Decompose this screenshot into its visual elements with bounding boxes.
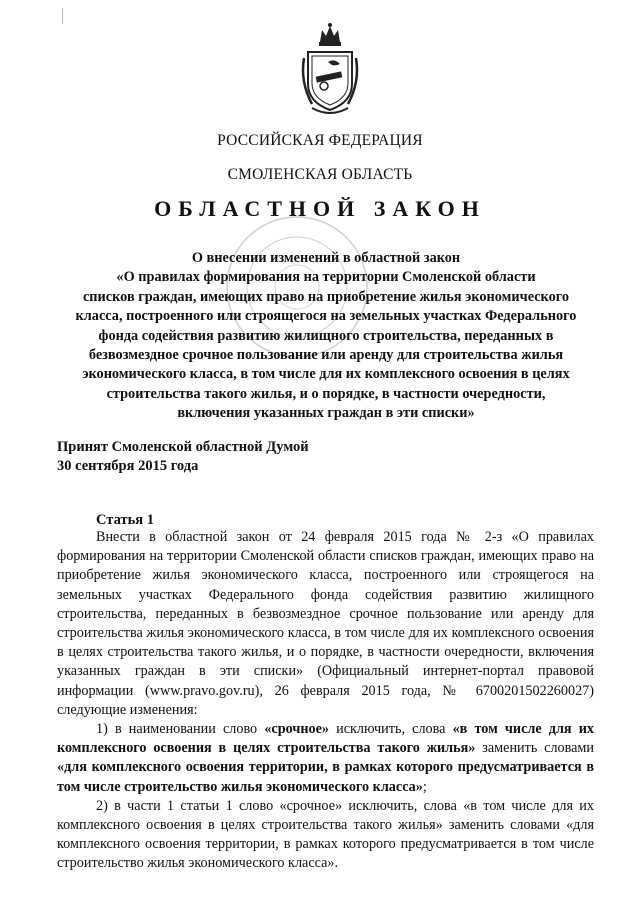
item-text-bold: «срочное» [264, 721, 329, 738]
document-type: ОБЛАСТНОЙ ЗАКОН [154, 196, 486, 221]
law-title [58, 249, 594, 424]
law-title-line: класса, построенного или строящегося на земельных участках Федерального [75, 308, 577, 325]
item-text: исключить, слова [328, 721, 453, 738]
article-heading: Статья 1 [96, 512, 154, 528]
adopted-date: 30 сентября 2015 года [57, 458, 199, 474]
country-name: РОССИЙСКАЯ ФЕДЕРАЦИЯ [217, 132, 423, 149]
article-body [57, 528, 594, 874]
law-title-line: «О правилах формирования на территории Смоленской области [116, 269, 536, 286]
item-text: заменить словами [475, 740, 595, 757]
region-name: СМОЛЕНСКАЯ ОБЛАСТЬ [227, 166, 413, 183]
law-title-line: фонда содействия развитию жилищного строительства, переданных в [98, 327, 554, 344]
coat-of-arms-icon [298, 22, 362, 120]
adopted-by: Принят Смоленской областной Думой [57, 439, 309, 455]
article-item-2: 2) в части 1 статьи 1 слово «срочное» исключить, слова «в том числе для их комплексного освоения в целях строительства такого жилья» заменить словами «для комплексного освоения территории, в рамках которого предусматривается в том числе строительство жилья экономического класса». [57, 797, 594, 872]
law-title-line: экономического класса, в том числе для их комплексного освоения в целях [82, 366, 570, 383]
item-text-bold: «в том числе для их комплексного освоения в целях строительства такого жилья» [57, 721, 594, 757]
law-title-line: безвозмездное срочное пользование или аренду для строительства жилья [88, 347, 564, 364]
item-text: 1) в наименовании слово [96, 721, 265, 738]
article-item-1 [57, 720, 594, 797]
item-text-bold: «для комплексного освоения территории, в рамках которого предусматривается в том числе строительство жилья экономического класса» [57, 759, 594, 795]
law-title-line: О внесении изменений в областной закон [191, 250, 461, 266]
adoption-info [57, 438, 309, 476]
article-intro: Внести в областной закон от 24 февраля 2015 года № 2-з «О правилах формирования на территории Смоленской области списков граждан, имеющих право на приобретение жилья экономического класса, построенного или строящегося на земельных участках Федерального фонда содействия развитию жилищного строительства, переданных в безвозмездное срочное пользование или аренду для строительства жилья экономического класса, в том числе для их комплексного освоения в целях строительства такого жилья, и о порядке, в частности очередности, включения указанных граждан в эти списки» (Официальный интернет-портал правовой информации (www.pravo.gov.ru), 26 февраля 2015 года, № 6700201502260027) следующие изменения: [57, 529, 594, 718]
scan-mark [62, 8, 66, 24]
law-title-line: строительства такого жилья, и о порядке, в частности очередности, [106, 385, 546, 402]
item-text: ; [422, 778, 427, 795]
law-title-line: списков граждан, имеющих право на приобретение жилья экономического [82, 288, 570, 305]
law-title-line: включения указанных граждан в эти списки» [177, 405, 475, 422]
